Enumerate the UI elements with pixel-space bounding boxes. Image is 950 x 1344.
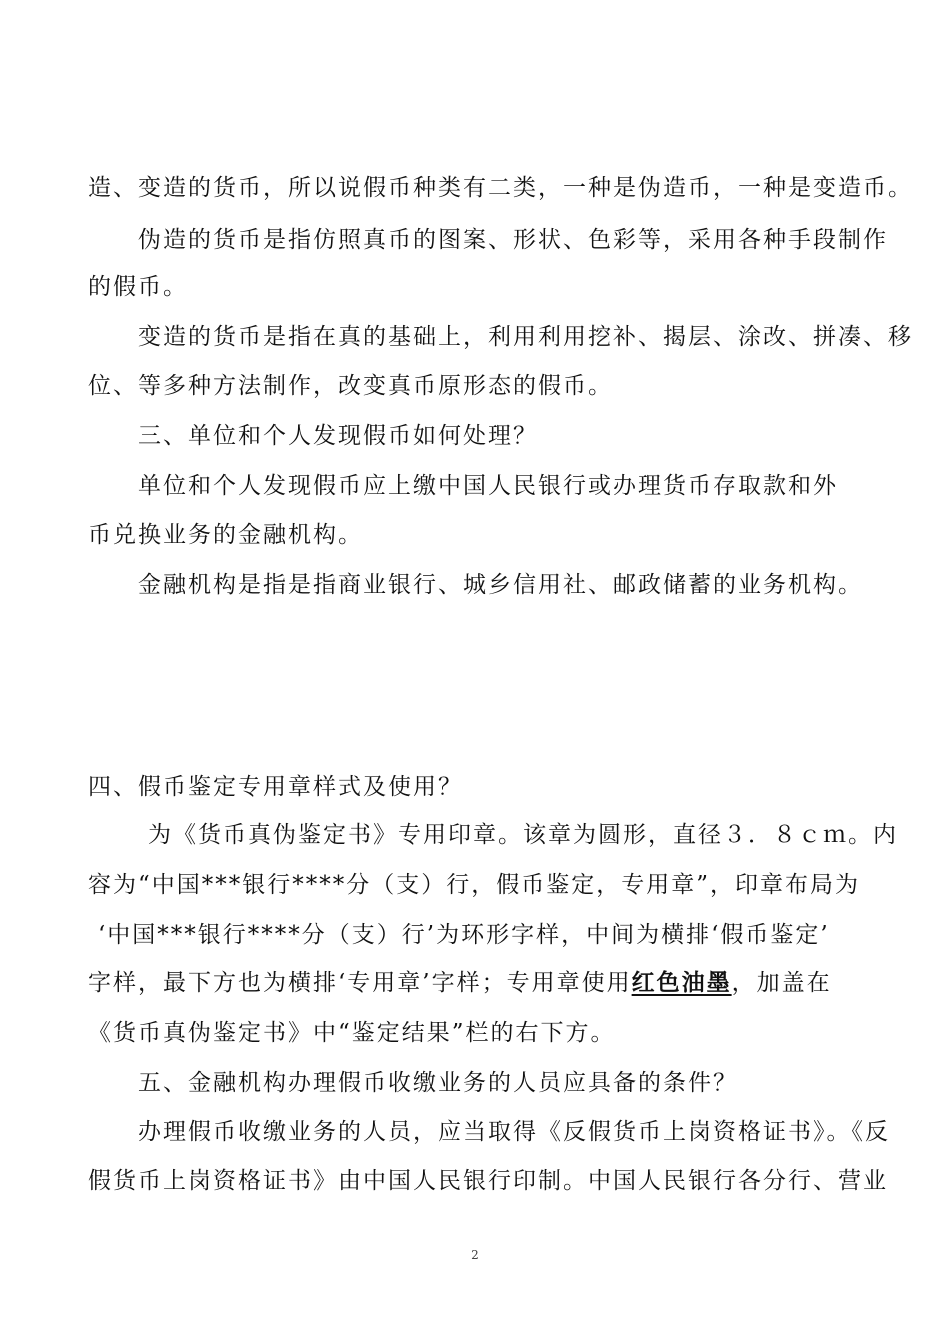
paragraph-line: 造、变造的货币，所以说假币种类有二类，一种是伪造币，一种是变造币。	[88, 175, 913, 201]
page-number: 2	[471, 1248, 479, 1262]
paragraph-line: 为《货币真伪鉴定书》专用印章。该章为圆形，直径３．８ｃｍ。内	[148, 822, 898, 848]
paragraph-line: 位、等多种方法制作，改变真币原形态的假币。	[88, 373, 613, 399]
paragraph-line: 币兑换业务的金融机构。	[88, 522, 363, 548]
paragraph-line: 容为“中国***银行****分（支）行，假币鉴定，专用章”，印章布局为	[88, 872, 861, 898]
section-heading: 四、假币鉴定专用章样式及使用？	[88, 774, 463, 800]
paragraph-line: 伪造的货币是指仿照真币的图案、形状、色彩等，采用各种手段制作	[138, 227, 888, 253]
section-heading: 五、金融机构办理假币收缴业务的人员应具备的条件？	[138, 1070, 738, 1096]
paragraph-line: 金融机构是指是指商业银行、城乡信用社、邮政储蓄的业务机构。	[138, 572, 863, 598]
paragraph-line: 办理假币收缴业务的人员，应当取得《反假货币上岗资格证书》。《反	[138, 1119, 890, 1145]
paragraph-line: 《货币真伪鉴定书》中“鉴定结果”栏的右下方。	[88, 1020, 616, 1046]
paragraph-line: ‘中国***银行****分（支）行’为环形字样，中间为横排‘假币鉴定’	[98, 922, 830, 948]
paragraph-line: 的假币。	[88, 274, 188, 300]
text-run: ，加盖在	[731, 970, 832, 996]
paragraph-line	[88, 968, 878, 998]
paragraph-line: 变造的货币是指在真的基础上，利用利用挖补、揭层、涂改、拼凑、移	[138, 324, 913, 350]
section-heading: 三、单位和个人发现假币如何处理？	[138, 423, 538, 449]
paragraph-line: 假货币上岗资格证书》由中国人民银行印制。中国人民银行各分行、营业	[88, 1168, 888, 1194]
emphasized-text: 红色油墨	[631, 969, 732, 996]
text-run: 字样，最下方也为横排‘专用章’字样；专用章使用	[88, 970, 632, 996]
paragraph-line: 单位和个人发现假币应上缴中国人民银行或办理货币存取款和外	[138, 473, 838, 499]
